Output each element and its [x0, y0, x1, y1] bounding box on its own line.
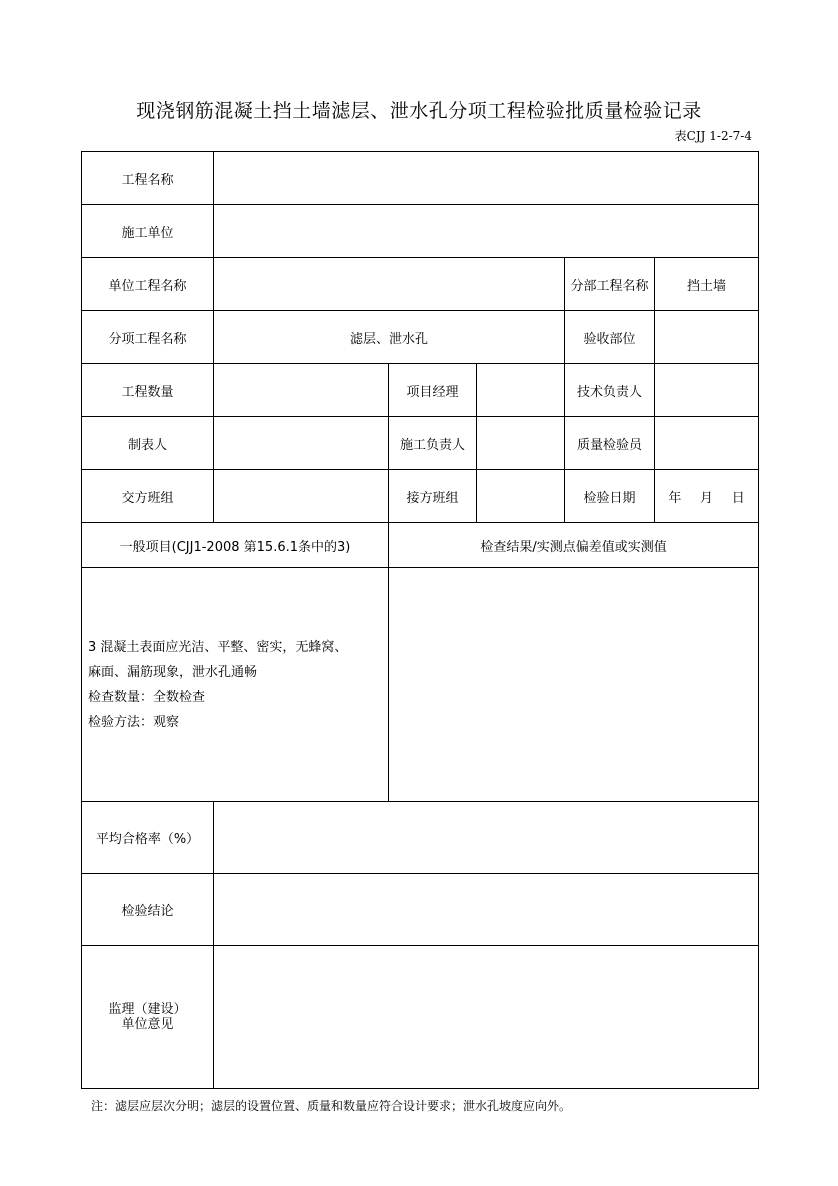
construction-unit-field[interactable]: [214, 205, 759, 258]
result-header: 检查结果/实测点偏差值或实测值: [389, 523, 759, 568]
handover-team-label: 交方班组: [82, 470, 214, 523]
date-year: 年: [668, 490, 682, 506]
project-name-field[interactable]: [214, 152, 759, 205]
preparer-field[interactable]: [214, 417, 389, 470]
tech-lead-label: 技术负责人: [565, 364, 655, 417]
row-general-items: [82, 568, 759, 802]
row-unit-project: [82, 258, 759, 311]
preparer-label: 制表人: [82, 417, 214, 470]
project-manager-label: 项目经理: [389, 364, 477, 417]
row-quantity: [82, 364, 759, 417]
receiver-team-field[interactable]: [477, 470, 565, 523]
supervision-label: [82, 946, 214, 1089]
supervision-label-line-1: 监理（建设）: [108, 1002, 187, 1017]
row-sub-item: [82, 311, 759, 364]
result-field[interactable]: [389, 568, 759, 802]
acceptance-part-label: 验收部位: [565, 311, 655, 364]
construction-lead-label: 施工负责人: [389, 417, 477, 470]
sub-item-label: 分项工程名称: [82, 311, 214, 364]
requirement-cell: [82, 568, 389, 802]
quantity-field[interactable]: [214, 364, 389, 417]
quality-inspector-field[interactable]: [655, 417, 759, 470]
pass-rate-field[interactable]: [214, 802, 759, 874]
sub-part-label: 分部工程名称: [565, 258, 655, 311]
row-handover: [82, 470, 759, 523]
row-construction-unit: [82, 205, 759, 258]
footnote: 注：滤层应层次分明；滤层的设置位置、质量和数量应符合设计要求；泄水孔坡度应向外。: [91, 1099, 572, 1113]
quantity-label: 工程数量: [82, 364, 214, 417]
date-day: 日: [731, 490, 745, 506]
construction-unit-label: 施工单位: [82, 205, 214, 258]
row-supervision: [82, 946, 759, 1089]
sub-item-field[interactable]: 滤层、泄水孔: [214, 311, 565, 364]
sub-part-field[interactable]: 挡土墙: [655, 258, 759, 311]
row-project-name: [82, 152, 759, 205]
general-items-header: 一般项目(CJJ1-2008 第15.6.1条中的3): [82, 523, 389, 568]
acceptance-part-field[interactable]: [655, 311, 759, 364]
project-name-label: 工程名称: [82, 152, 214, 205]
inspection-date-field[interactable]: [655, 470, 759, 523]
pass-rate-label: 平均合格率（%）: [82, 802, 214, 874]
construction-lead-field[interactable]: [477, 417, 565, 470]
form-title: 现浇钢筋混凝土挡土墙滤层、泄水孔分项工程检验批质量检验记录: [136, 100, 702, 122]
handover-team-field[interactable]: [214, 470, 389, 523]
quality-inspector-label: 质量检验员: [565, 417, 655, 470]
project-manager-field[interactable]: [477, 364, 565, 417]
row-pass-rate: [82, 802, 759, 874]
row-general-items-header: [82, 523, 759, 568]
row-conclusion: [82, 874, 759, 946]
check-quantity: 检查数量：全数检查: [88, 689, 206, 705]
inspection-record-table: [81, 151, 759, 1089]
supervision-label-line-2: 单位意见: [121, 1017, 174, 1032]
conclusion-label: 检验结论: [82, 874, 214, 946]
unit-project-field[interactable]: [214, 258, 565, 311]
row-preparer: [82, 417, 759, 470]
check-method: 检验方法：观察: [88, 714, 180, 730]
conclusion-field[interactable]: [214, 874, 759, 946]
tech-lead-field[interactable]: [655, 364, 759, 417]
date-month: 月: [700, 490, 714, 506]
receiver-team-label: 接方班组: [389, 470, 477, 523]
unit-project-label: 单位工程名称: [82, 258, 214, 311]
supervision-field[interactable]: [214, 946, 759, 1089]
inspection-date-label: 检验日期: [565, 470, 655, 523]
requirement-line-1: 3 混凝土表面应光洁、平整、密实，无蜂窝、: [88, 639, 348, 655]
requirement-line-2: 麻面、漏筋现象，泄水孔通畅: [88, 664, 258, 680]
form-code: 表CJJ 1-2-7-4: [674, 129, 752, 143]
